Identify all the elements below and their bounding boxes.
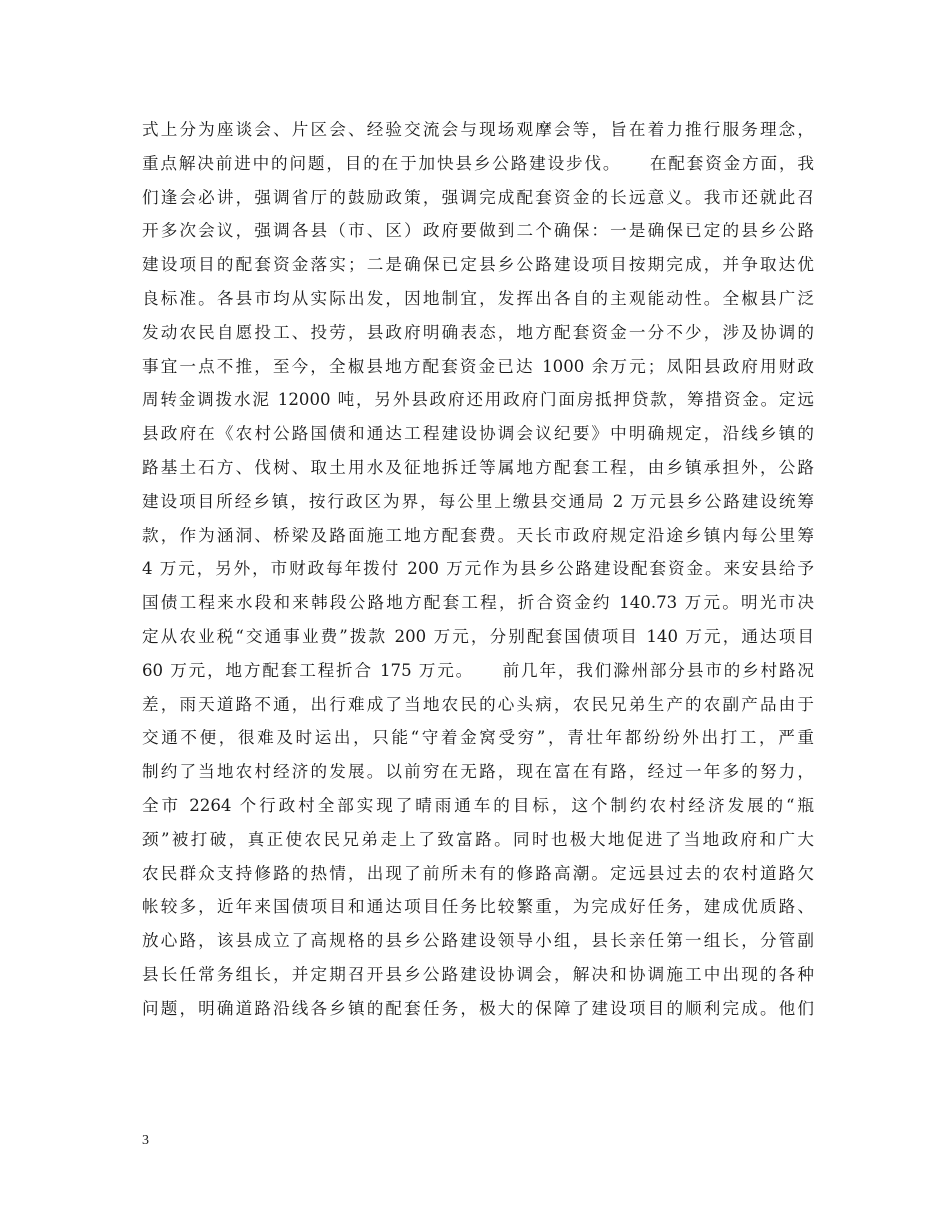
text-line: 周转金调拨水泥 12000 吨，另外县政府还用政府门面房抵押贷款，筹措资金。定远 xyxy=(142,390,814,410)
text-line: 县政府在《农村公路国债和通达工程建设协调会议纪要》中明确规定，沿线乡镇的 xyxy=(142,424,814,444)
text-line: 发动农民自愿投工、投劳，县政府明确表态，地方配套资金一分不少，涉及协调的 xyxy=(142,322,814,342)
text-line: 们逢会必讲，强调省厅的鼓励政策，强调完成配套资金的长远意义。我市还就此召 xyxy=(142,187,814,207)
text-line: 款，作为涵洞、桥梁及路面施工地方配套费。天长市政府规定沿途乡镇内每公里筹 xyxy=(142,525,814,545)
text-line: 差，雨天道路不通，出行难成了当地农民的心头病，农民兄弟生产的农副产品由于 xyxy=(142,694,814,714)
text-line: 放心路，该县成立了高规格的县乡公路建设领导小组，县长亲任第一组长，分管副 xyxy=(142,931,814,951)
text-line: 交通不便，很难及时运出，只能“守着金窝受穷”，青壮年都纷纷外出打工，严重 xyxy=(142,728,814,748)
text-line: 重点解决前进中的问题，目的在于加快县乡公路建设步伐。 在配套资金方面，我 xyxy=(142,153,814,173)
page-number: 3 xyxy=(142,1133,149,1148)
text-line: 颈”被打破，真正使农民兄弟走上了致富路。同时也极大地促进了当地政府和广大 xyxy=(142,829,814,849)
text-line: 国债工程来水段和来韩段公路地方配套工程，折合资金约 140.73 万元。明光市决 xyxy=(142,593,814,613)
text-line: 县长任常务组长，并定期召开县乡公路建设协调会，解决和协调施工中出现的各种 xyxy=(142,964,814,984)
text-line: 建设项目的配套资金落实；二是确保已定县乡公路建设项目按期完成，并争取达优 xyxy=(142,255,814,275)
text-line: 制约了当地农村经济的发展。以前穷在无路，现在富在有路，经过一年多的努力， xyxy=(142,762,814,782)
text-line: 良标准。各县市均从实际出发，因地制宜，发挥出各自的主观能动性。全椒县广泛 xyxy=(142,288,814,308)
text-line: 事宜一点不推，至今，全椒县地方配套资金已达 1000 余万元；凤阳县政府用财政 xyxy=(142,356,814,376)
text-line: 4 万元，另外，市财政每年拨付 200 万元作为县乡公路建设配套资金。来安县给予 xyxy=(142,559,814,579)
text-line: 农民群众支持修路的热情，出现了前所未有的修路高潮。定远县过去的农村道路欠 xyxy=(142,863,814,883)
text-line: 路基土石方、伐树、取土用水及征地拆迁等属地方配套工程，由乡镇承担外，公路 xyxy=(142,457,814,477)
text-line: 式上分为座谈会、片区会、经验交流会与现场观摩会等，旨在着力推行服务理念， xyxy=(142,120,814,139)
text-line: 全市 2264 个行政村全部实现了晴雨通车的目标，这个制约农村经济发展的“瓶 xyxy=(142,795,814,815)
text-line: 定从农业税“交通事业费”拨款 200 万元，分别配套国债项目 140 万元，通达项目 xyxy=(142,626,814,646)
text-line: 问题，明确道路沿线各乡镇的配套任务，极大的保障了建设项目的顺利完成。他们 xyxy=(142,998,814,1018)
text-line: 建设项目所经乡镇，按行政区为界，每公里上缴县交通局 2 万元县乡公路建设统筹 xyxy=(142,491,814,511)
text-line: 开多次会议，强调各县（市、区）政府要做到二个确保：一是确保已定的县乡公路 xyxy=(142,221,814,241)
body-text xyxy=(142,113,814,1026)
text-line: 60 万元，地方配套工程折合 175 万元。 前几年，我们滁州部分县市的乡村路况 xyxy=(142,660,814,680)
text-line: 帐较多，近年来国债项目和通达项目任务比较繁重，为完成好任务，建成优质路、 xyxy=(142,897,814,917)
